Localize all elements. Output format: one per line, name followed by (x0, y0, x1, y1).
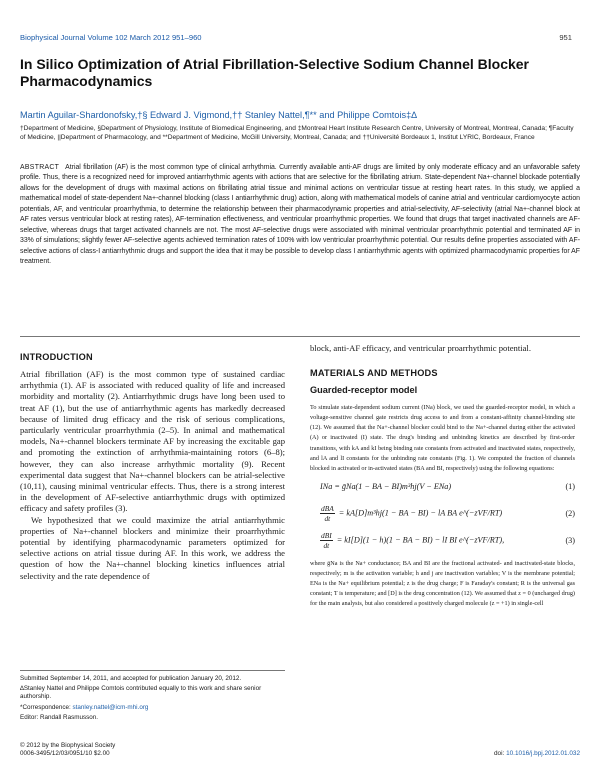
doi-link[interactable]: 10.1016/j.bpj.2012.01.032 (506, 750, 580, 757)
editor-note: Editor: Randall Rasmusson. (20, 713, 99, 721)
doi (494, 750, 580, 757)
issn-price: 0006-3495/12/03/0951/10 $2.00 (20, 750, 110, 758)
equation-1-rhs: = ḡNa(1 − BA − BI)m³hj(V − ENa) (334, 481, 452, 491)
copyright-notice: © 2012 by the Biophysical Society (20, 742, 116, 749)
equation-2-number: (2) (565, 508, 575, 518)
methods-paragraph-2: where ḡNa is the Na+ conductance; BA and BI are the fractional activated- and inactivated-state blocks, respectively; m is the activation variable; h and j are inactivation variables; V is the membrane potential; ENa is the Na+ equilibrium potential; z is the drug charge; F is Faraday's constant; R is the universal gas constant; T is temperature; and [D] is the drug concentration (12). We assumed that z = 0 (uncharged drug) for the main analysis, but also considered a positively charged molecule (z = +1) in single-cell (310, 559, 575, 608)
introduction-paragraph-2-continued: block, anti-AF efficacy, and ventricular proarrhythmic potential. (310, 343, 531, 353)
introduction-paragraph-1: Atrial fibrillation (AF) is the most common type of sustained cardiac arrhythmia (1). AF is associated with reduced quality of life and increased morbidity and mortality (2). Antiarrhythmic drugs have long been used to treat AF (1), but the use of antiarrhythmic agents has markedly decreased because of limited drug efficacy and the risk of serious complications, particularly ventricular proarrhythmia (2–5). In animal and mathematical models, Na+-channel blockers terminate AF by increasing the excitable gap and promoting the extinction of arrhythmia-maintaining rotors (6–8); however, they can also increase arrhythmic mortality (9). Recent experimental data suggest that Na+-channel blockers can be atrial-selective (10,11), causing minimal ventricular effects. Thus, there is a strong interest in the development of AF-selective antiarrhythmic drugs with optimized efficacy and safety profiles (3). (20, 369, 285, 514)
section-divider (20, 336, 580, 337)
footnotes (20, 670, 285, 724)
equation-3-denominator: dt (323, 540, 330, 550)
equation-3-numerator: dBI (321, 530, 332, 540)
correspondence-email-link[interactable]: stanley.nattel@icm-mhi.org (72, 703, 149, 711)
equation-1 (310, 479, 575, 501)
equation-3 (310, 528, 575, 555)
doi-label: doi: (493, 750, 505, 757)
equation-3-fraction (320, 531, 333, 550)
equation-2-rhs: = kA[D]m³hj(1 − BA − BI) − lA BA e^(−zVF/RT) (338, 508, 503, 518)
author-list[interactable]: Martin Aguilar-Shardonofsky,†§ Edward J. Vigmond,†† Stanley Nattel,¶** and Philippe Comtois‡∆ (20, 110, 417, 120)
introduction-heading: INTRODUCTION (20, 352, 93, 362)
methods-paragraph-1: To simulate state-dependent sodium current (INa) block, we used the guarded-receptor model, in which a voltage-sensitive channel gate restricts drug access to and from a constant-affinity channel-binding site (12). We assumed that the Na+-channel blocker could bind to the Na+-channel during either the activated (A) or inactivated (I) state. The drug's binding and unbinding kinetics are described by first-order transitions, with kA and kI being binding rate constants from activated and inactivated states, respectively, and lA and lI constants for the unbinding rate constants (Fig. 1). We computed the fraction of channels blocked in activated or in-activated states (BA and BI, respectively) using the following equations: (310, 404, 575, 472)
methods-subheading: Guarded-receptor model (310, 385, 418, 396)
copyright-block (20, 742, 285, 758)
footnote-divider (20, 670, 285, 671)
submission-dates: Submitted September 14, 2011, and accepted for publication January 20, 2012. (20, 675, 242, 682)
left-column (20, 343, 285, 582)
equation-2-fraction (320, 504, 335, 523)
page-number: 951 (559, 33, 572, 42)
equation-3-number: (3) (565, 535, 575, 545)
affiliations: †Department of Medicine, §Department of Physiology, Institute of Biomedical Engineering, and ‡Montreal Heart Institute Research Centre, University of Montreal, Montreal, Canada; ¶Faculty of Medicine, ||Department of Pharmacology, and **Department of Medicine, McGill University, Montreal, Canada; and ††Université Bordeaux 1, Institut LYRIC, Bordeaux, France (20, 125, 574, 141)
abstract-label: ABSTRACT (20, 164, 60, 171)
methods-heading: MATERIALS AND METHODS (310, 368, 438, 379)
equation-3-rhs: = kI[D](1 − h)(1 − BA − BI) − lI BI e^(−zVF/RT), (336, 535, 505, 545)
equation-2-denominator: dt (324, 513, 331, 523)
journal-citation: Biophysical Journal Volume 102 March 2012 951–960 (20, 33, 202, 42)
right-column (310, 343, 575, 609)
correspondence (20, 704, 285, 712)
abstract-text: Atrial fibrillation (AF) is the most common type of clinical arrhythmia. Currently available anti-AF drugs are limited by only moderate efficacy and an unfavorable safety profile. Thus, there is a recognized need for improved antiarrhythmic agents with actions that are selective for the fibrillating atrium. State-dependent Na+-channel blockade potentially allows for the development of drugs with maximal actions on fibrillating atrial tissue and minimal actions on ventricular tissue at resting heart rates. In this study, we applied a mathematical model of state-dependent Na+-channel blocking (class I antiarrhythmic drug) action, along with mathematical models of canine atrial and ventricular cardiomyocyte action potentials, AF, and ventricular proarrhythmia, to determine the relationship between their pharmacodynamic properties and atrial-selectivity, AF-selectivity (atrial Na+-channel block at AF rates versus ventricular block at resting rates), AF-termination effectiveness, and ventricular proarrhythmic properties. We found that drugs that target inactivated channels are AF-selective, whereas drugs that target activated channels are not. The most AF-selective drugs were associated with minimal ventricular proarrhythmic potential and terminated AF in 33% of simulations; slightly fewer AF-selective agents achieved termination rates of 100% with low ventricular proarrhythmic potential. Our results define properties associated with AF-selective actions of class-I antiarrhythmic drugs and support the idea that it may be possible to develop class I antiarrhythmic agents with optimized pharmacodynamic properties for AF treatment. (20, 164, 580, 266)
equation-2 (310, 501, 575, 528)
equation-1-lhs: INa (320, 481, 333, 491)
introduction-paragraph-2: We hypothesized that we could maximize the atrial antiarrhythmic properties of Na+-channel blockers and minimize their proarrhythmic potential by identifying pharmacodynamic parameters optimized for selective actions on atrial tissue during AF. In this work, we address the question of how the Na+-channel blocking kinetics influences atrial selectivity and the rate dependence of (20, 514, 285, 581)
paper-title: In Silico Optimization of Atrial Fibrillation-Selective Sodium Channel Blocker Pharmacodynamics (20, 56, 529, 89)
equation-2-numerator: dBA (321, 503, 334, 513)
correspondence-label: *Correspondence: (20, 703, 71, 711)
running-head (20, 33, 572, 45)
abstract (20, 163, 580, 268)
contribution-note: ∆Stanley Nattel and Philippe Comtois contributed equally to this work and share senior authorship. (20, 685, 262, 701)
equation-1-number: (1) (565, 481, 575, 491)
